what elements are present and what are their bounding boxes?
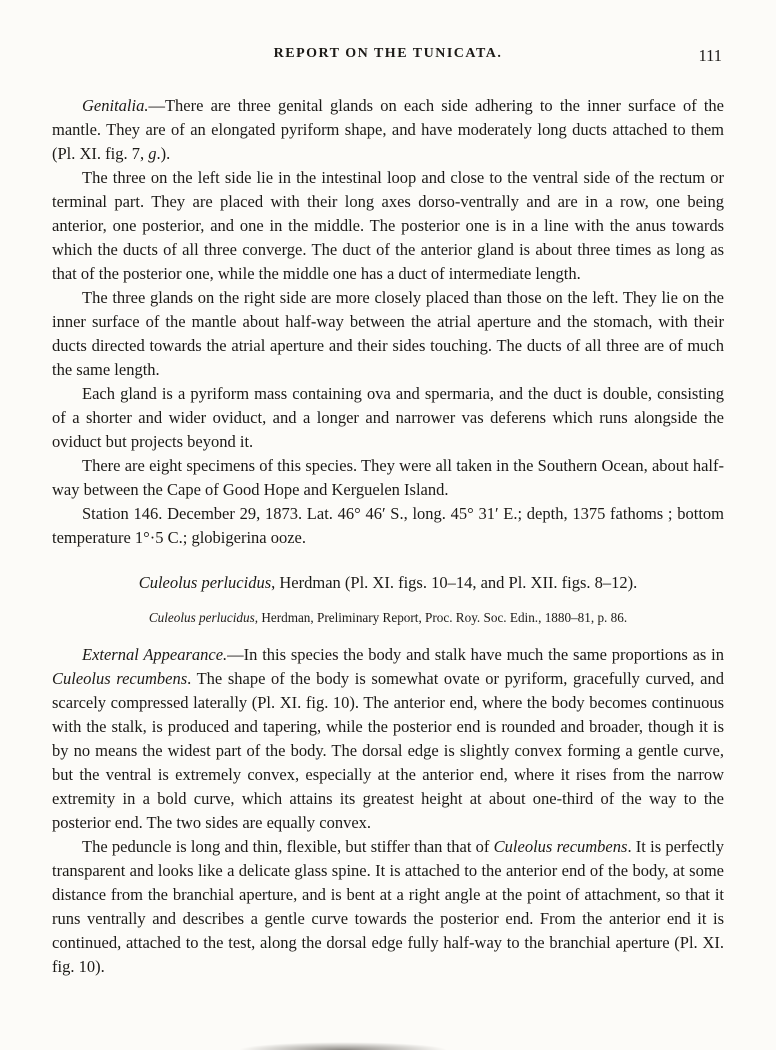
text-run: , Herdman (Pl. XI. figs. 10–14, and Pl. XII. figs. 8–12). bbox=[271, 573, 638, 592]
italic-text: Genitalia. bbox=[82, 96, 149, 115]
italic-text: External Appearance. bbox=[82, 645, 228, 664]
text-run: —There are three genital glands on each side adhering to the inner surface of the mantle. They are of an elongated pyriform shape, and have moderately long ducts attached to them (Pl. XI. fig. 7, bbox=[52, 96, 724, 163]
text-run: , Herdman, Preliminary Report, Proc. Roy. Soc. Edin., 1880–81, p. 86. bbox=[254, 610, 628, 625]
page-body bbox=[52, 94, 724, 979]
text-run: The three glands on the right side are more closely placed than those on the left. They lie on the inner surface of the mantle about half-way between the atrial aperture and the stomach, with their ducts directed towards the atrial aperture and their sides touching. The ducts of all three are of much the same length. bbox=[52, 288, 724, 379]
text-run: Each gland is a pyriform mass containing ova and spermaria, and the duct is double, consisting of a shorter and wider oviduct, and a longer and narrower vas deferens which runs alongside the oviduct but projects beyond it. bbox=[52, 384, 724, 451]
scan-artifact-shadow bbox=[238, 1042, 448, 1050]
paragraph-left-glands bbox=[52, 166, 724, 286]
paragraph-gland-structure bbox=[52, 382, 724, 454]
italic-text: g bbox=[148, 144, 157, 163]
italic-text: Culeolus recumbens bbox=[493, 837, 628, 856]
italic-text: Culeolus recumbens bbox=[52, 669, 188, 688]
running-title: REPORT ON THE TUNICATA. bbox=[273, 46, 503, 61]
text-run: The three on the left side lie in the intestinal loop and close to the ventral side of the rectum or terminal part. They are placed with their long axes dorso-ventrally and are in a row, one being anterior, one posterior, and one in the middle. The posterior one is in a line with the anus towards which the ducts of all three converge. The duct of the anterior gland is about three times as long as that of the posterior one, while the middle one has a duct of intermediate length. bbox=[52, 168, 724, 283]
italic-text: Culeolus perlucidus bbox=[138, 573, 272, 592]
paragraph-peduncle bbox=[52, 835, 724, 979]
paragraph-external-appearance bbox=[52, 643, 724, 835]
page-header bbox=[52, 46, 724, 68]
paragraph-genitalia bbox=[52, 94, 724, 166]
paragraph-specimens bbox=[52, 454, 724, 502]
text-run: . It is perfectly transparent and looks like a delicate glass spine. It is attached to the anterior end of the body, at some distance from the branchial aperture, and is bent at a right angle at the point of attachment, so that it runs ventrally and describes a gentle curve towards the posterior end. From the anterior end it is continued, attached to the test, along the dorsal edge fully half-way to the branchial aperture (Pl. XI. fig. 10). bbox=[52, 837, 724, 976]
text-run: .). bbox=[156, 144, 171, 163]
italic-text: Culeolus perlucidus bbox=[148, 610, 255, 625]
text-run: Station 146. December 29, 1873. Lat. 46° 46′ S., long. 45° 31′ E.; depth, 1375 fathoms ; bottom temperature 1°·5 C.; globigerina ooze. bbox=[52, 504, 724, 547]
text-run: There are eight specimens of this species. They were all taken in the Southern Ocean, about half-way between the Cape of Good Hope and Kerguelen Island. bbox=[52, 456, 724, 499]
text-run: The peduncle is long and thin, flexible, but stiffer than that of bbox=[82, 837, 494, 856]
text-run: —In this species the body and stalk have much the same proportions as in bbox=[227, 645, 724, 664]
species-heading bbox=[52, 571, 724, 595]
page-number: 111 bbox=[698, 46, 722, 65]
paragraph-station bbox=[52, 502, 724, 550]
text-run: . The shape of the body is somewhat ovate or pyriform, gracefully curved, and scarcely compressed laterally (Pl. XI. fig. 10). The anterior end, where the body becomes continuous with the stalk, is produced and tapering, while the posterior end is rounded and broader, though it is by no means the widest part of the body. The dorsal edge is slightly convex forming a gentle curve, but the ventral is extremely convex, especially at the anterior end, where it rises from the narrow extremity in a bold curve, which attains its greatest height at about one-third of the way to the posterior end. The two sides are equally convex. bbox=[52, 669, 724, 832]
paragraph-right-glands bbox=[52, 286, 724, 382]
synonymy-citation bbox=[52, 606, 724, 630]
